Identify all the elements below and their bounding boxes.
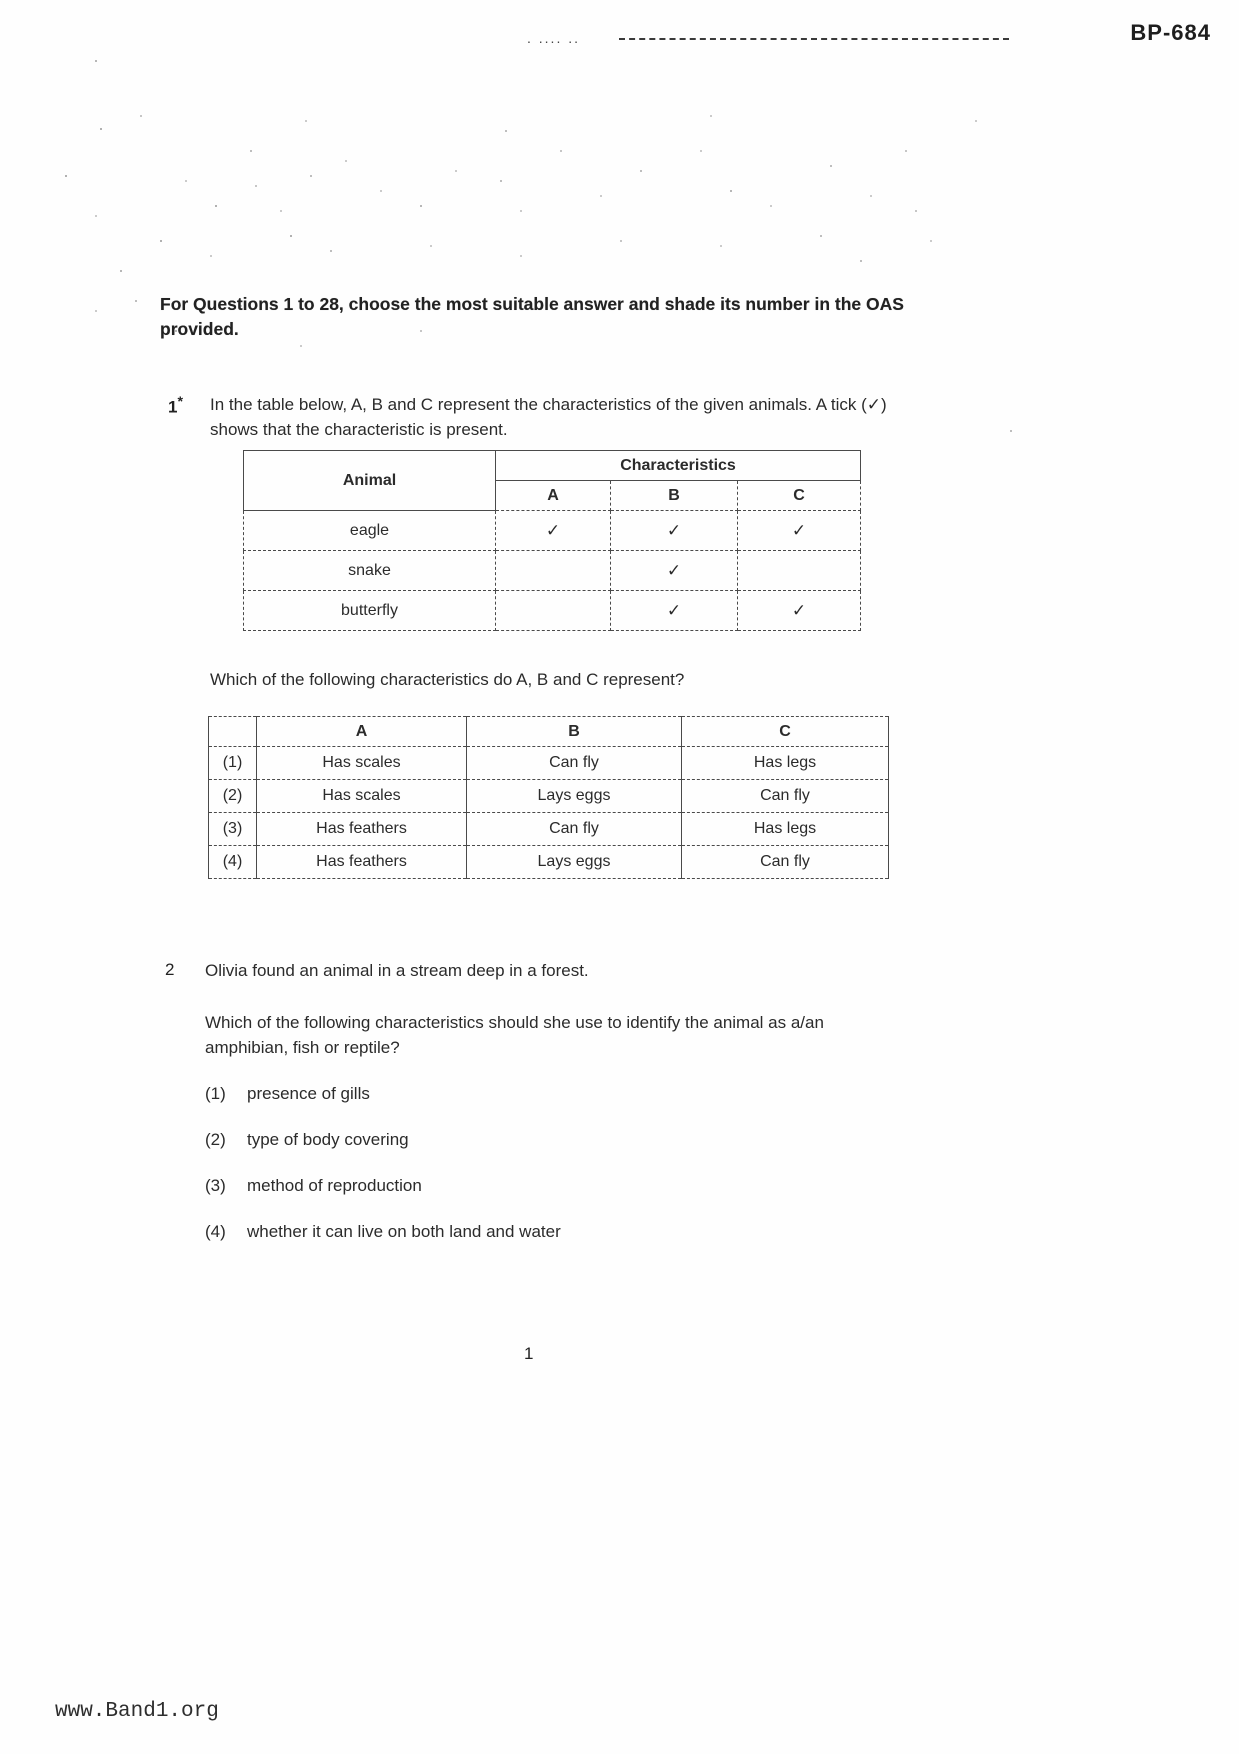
question-2-intro: Olivia found an animal in a stream deep in a forest. xyxy=(205,961,589,980)
t2-option-row-3 xyxy=(209,813,889,846)
t2-cell: Can fly xyxy=(682,846,889,879)
t1-animal-name: eagle xyxy=(244,511,496,551)
t1-row-butterfly xyxy=(244,591,861,631)
q2-option-4-num: (4) xyxy=(205,1222,226,1241)
exam-instructions: For Questions 1 to 28, choose the most suitable answer and shade its number in the OAS provided. xyxy=(160,294,904,340)
t2-cell: Has scales xyxy=(257,747,467,780)
t1-animal-name: butterfly xyxy=(244,591,496,631)
scan-noise xyxy=(0,0,2,2)
question-1-prompt: Which of the following characteristics do A, B and C represent? xyxy=(210,670,685,689)
question-2-number: 2 xyxy=(165,960,175,979)
characteristics-table xyxy=(243,450,861,631)
t1-header-characteristics: Characteristics xyxy=(496,451,861,481)
q2-option-3-num: (3) xyxy=(205,1176,226,1195)
t2-cell: Has legs xyxy=(682,747,889,780)
question-1-number: 1* xyxy=(168,394,183,417)
t1-subheader-c: C xyxy=(738,481,861,511)
t1-tick-cell: ✓ xyxy=(738,511,861,551)
q2-option-3 xyxy=(205,1176,422,1196)
t2-option-num: (2) xyxy=(209,780,257,813)
q2-option-3-text: method of reproduction xyxy=(247,1176,422,1195)
t2-cell: Lays eggs xyxy=(467,780,682,813)
question-2-prompt: Which of the following characteristics should she use to identify the animal as a/an amphibian, fish or reptile? xyxy=(205,1013,824,1057)
t1-row-eagle xyxy=(244,511,861,551)
t2-option-row-4 xyxy=(209,846,889,879)
t2-cell: Has scales xyxy=(257,780,467,813)
t1-tick-cell: ✓ xyxy=(611,511,738,551)
scan-dash-artifacts: . .... .. xyxy=(527,30,581,46)
header-dashed-rule xyxy=(619,38,1009,40)
t2-option-num: (4) xyxy=(209,846,257,879)
question-1-number-text: 1 xyxy=(168,397,178,417)
t2-header-blank xyxy=(209,717,257,747)
t1-tick-cell: ✓ xyxy=(496,511,611,551)
q2-option-1-text: presence of gills xyxy=(247,1084,370,1103)
t1-subheader-a: A xyxy=(496,481,611,511)
watermark: www.Band1.org xyxy=(55,1700,219,1723)
t1-animal-name: snake xyxy=(244,551,496,591)
t1-tick-cell xyxy=(738,551,861,591)
t1-tick-cell xyxy=(496,551,611,591)
t2-cell: Lays eggs xyxy=(467,846,682,879)
t1-header-animal: Animal xyxy=(244,451,496,511)
t2-option-num: (3) xyxy=(209,813,257,846)
t2-cell: Has feathers xyxy=(257,846,467,879)
t2-cell: Can fly xyxy=(467,813,682,846)
t2-option-num: (1) xyxy=(209,747,257,780)
t2-cell: Has legs xyxy=(682,813,889,846)
t2-option-row-1 xyxy=(209,747,889,780)
t1-tick-cell: ✓ xyxy=(738,591,861,631)
t2-cell: Can fly xyxy=(467,747,682,780)
t2-cell: Can fly xyxy=(682,780,889,813)
t2-header-a: A xyxy=(257,717,467,747)
t2-header-c: C xyxy=(682,717,889,747)
t1-subheader-b: B xyxy=(611,481,738,511)
q2-option-1-num: (1) xyxy=(205,1084,226,1103)
doc-code: BP-684 xyxy=(1130,20,1211,45)
t1-tick-cell xyxy=(496,591,611,631)
q2-option-2-num: (2) xyxy=(205,1130,226,1149)
t1-tick-cell: ✓ xyxy=(611,551,738,591)
q2-option-4 xyxy=(205,1222,561,1242)
q2-option-1 xyxy=(205,1084,370,1104)
page-number: 1 xyxy=(524,1344,534,1363)
t2-cell: Has feathers xyxy=(257,813,467,846)
t2-header-b: B xyxy=(467,717,682,747)
question-1-intro: In the table below, A, B and C represent the characteristics of the given animals. A tick (✓) shows that the characteristic is present. xyxy=(210,395,887,439)
t1-tick-cell: ✓ xyxy=(611,591,738,631)
t2-option-row-2 xyxy=(209,780,889,813)
q2-option-4-text: whether it can live on both land and water xyxy=(247,1222,561,1241)
t1-row-snake xyxy=(244,551,861,591)
q2-option-2-text: type of body covering xyxy=(247,1130,409,1149)
q2-option-2 xyxy=(205,1130,409,1150)
answer-options-table xyxy=(208,716,889,879)
